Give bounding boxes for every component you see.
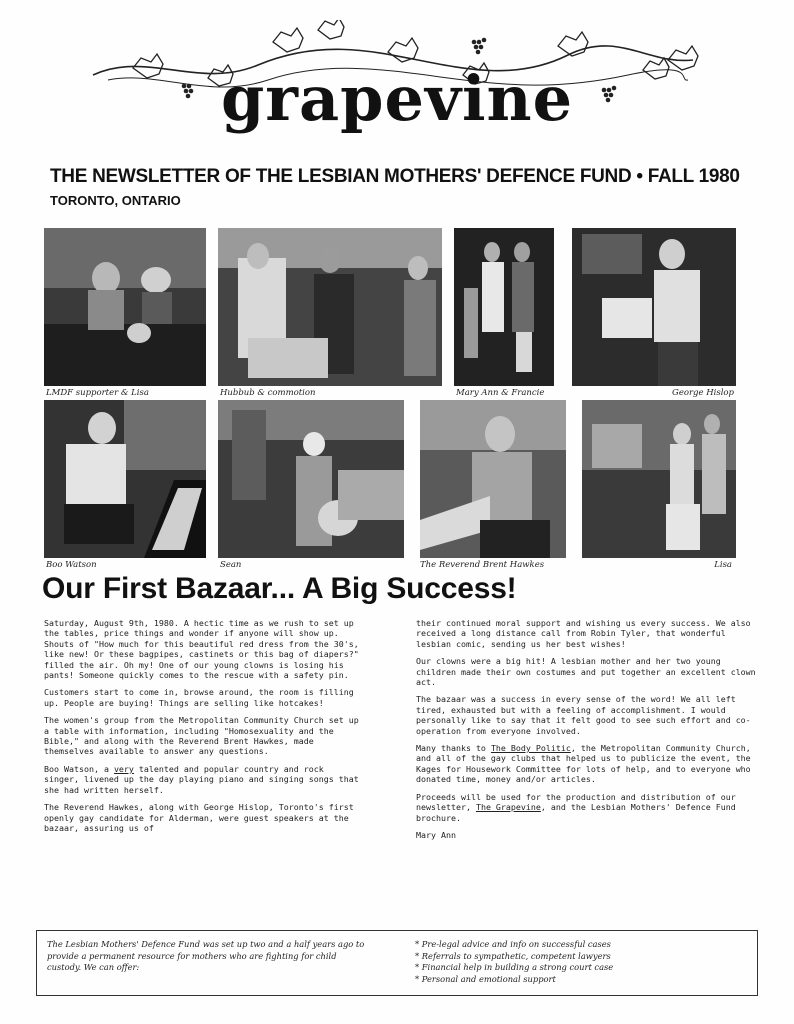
article-paragraph: Boo Watson, a very talented and popular country and rock singer, livened up the day playing piano and singing songs that she had written herself. — [44, 763, 359, 795]
lmdf-offers-list — [415, 939, 745, 985]
article-paragraph: The women's group from the Metropolitan Community Church set up a table with information, including "Homosexuality and the Bible," and along with the Reverend Brent Hawkes, made themselves available to answer any questions. — [44, 715, 359, 757]
caption-reverend-brent-hawkes: The Reverend Brent Hawkes — [420, 560, 545, 570]
article-paragraph: The Reverend Hawkes, along with George Hislop, Toronto's first openly gay candidate for Alderman, were guest speakers at the bazaar, assuring us of — [44, 802, 354, 833]
newsletter-location: TORONTO, ONTARIO — [50, 193, 181, 208]
article-paragraph: Customers start to come in, browse around, the room is filling up. People are buying! Things are selling like hotcakes! — [44, 687, 354, 708]
article-paragraph: Saturday, August 9th, 1980. A hectic time as we rush to set up the tables, price things and wonder if anyone will show up. Shouts of "How much for this beautiful red dress from the 30's, like new! Or these bagpipes, castinets or this bag of diapers?" filled the air. Oh my! One of our young clowns is losing his pants! Someone quickly comes to the rescue with a safety pin. — [44, 618, 359, 681]
caption-mary-ann-francie: Mary Ann & Francie — [456, 388, 545, 398]
list-item: * Referrals to sympathetic, competent lawyers — [415, 950, 611, 961]
photo-lmdf-supporter — [44, 228, 206, 386]
caption-hubbub-commotion: Hubbub & commotion — [220, 388, 316, 398]
lmdf-info-box — [36, 930, 758, 996]
article-headline: Our First Bazaar... A Big Success! — [42, 572, 517, 605]
list-item: * Pre-legal advice and info on successful cases — [415, 939, 611, 949]
newsletter-subtitle: THE NEWSLETTER OF THE LESBIAN MOTHERS' DEFENCE FUND • FALL 1980 — [50, 166, 740, 187]
caption-lisa: Lisa — [714, 560, 732, 570]
article-paragraph: their continued moral support and wishing us every success. We also received a long distance call from Robin Tyler, that wonderful lesbian comic, sending us her best wishes! — [416, 618, 751, 649]
article-paragraph: The bazaar was a success in every sense of the word! We all left tired, exhausted but with a feeling of accomplishment. I would personally like to say that it felt good to see such effort and co-operation from everyone involved. — [416, 694, 751, 736]
article-column-left — [44, 618, 362, 840]
article-signature: Mary Ann — [416, 829, 456, 840]
list-item: * Financial help in building a strong court case — [415, 962, 614, 972]
article-paragraph: Our clowns were a big hit! A lesbian mother and her two young children made their own costumes and put together an excellent clown act. — [416, 656, 756, 688]
caption-sean: Sean — [220, 560, 242, 570]
lmdf-intro: The Lesbian Mothers' Defence Fund was set up two and a half years ago to provide a permanent resource for mothers who are fighting for child custody. We can offer: — [47, 939, 365, 972]
article-paragraph: Many thanks to The Body Politic, the Metropolitan Community Church, and all of the gay clubs that helped us to publicize the event, the Kages for Housework Committee for lots of help, and to everyone who donated time, money and/or articles. — [416, 743, 751, 785]
photo-lisa — [582, 400, 736, 558]
masthead-title: grapevine — [220, 62, 574, 135]
article-paragraph: Proceeds will be used for the production and distribution of our newsletter, The Grapevine, and the Lesbian Mothers' Defence Fund brochure. — [416, 791, 736, 823]
article-column-right — [416, 618, 756, 847]
photo-reverend-brent-hawkes — [420, 400, 566, 558]
caption-boo-watson: Boo Watson — [46, 560, 97, 570]
photo-sean — [218, 400, 404, 558]
caption-george-hislop: George Hislop — [672, 388, 734, 398]
caption-lmdf-supporter: LMDF supporter & Lisa — [46, 388, 149, 398]
photo-hubbub-commotion — [218, 228, 442, 386]
photo-boo-watson — [44, 400, 206, 558]
list-item: * Personal and emotional support — [415, 973, 556, 984]
photo-mary-ann-francie — [454, 228, 554, 386]
photo-george-hislop — [572, 228, 736, 386]
